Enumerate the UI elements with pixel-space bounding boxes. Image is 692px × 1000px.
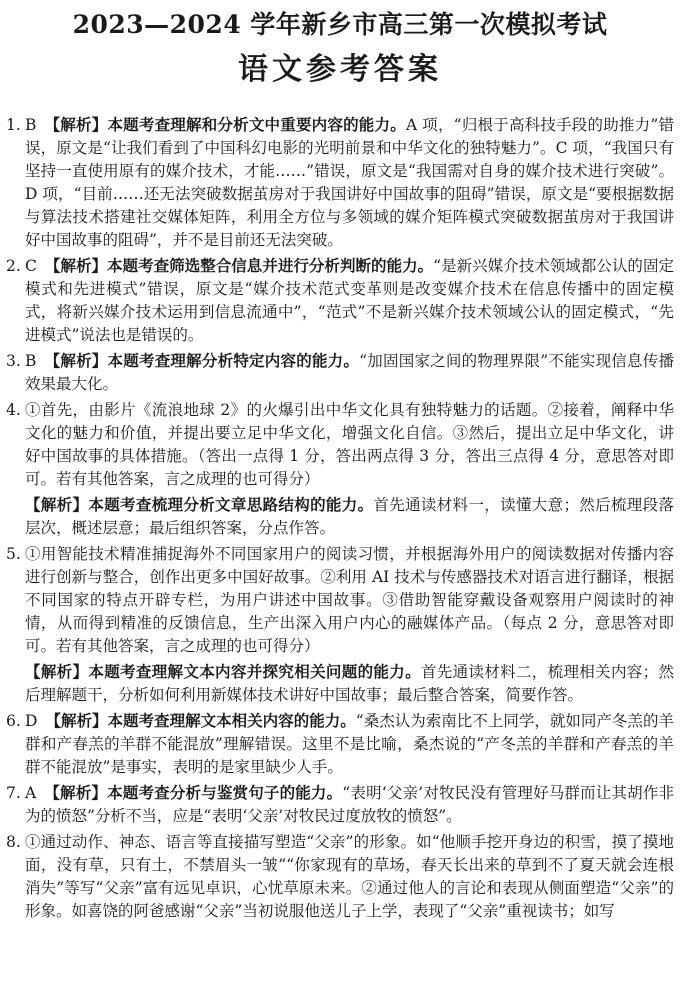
answer-text: ①首先，由影片《流浪地球 2》的火爆引出中华文化具有独特魅力的话题。②接着，阐释中华文化的魅力和价值，并提出要立足中华文化，增强文化自信。③然后，提出立足中华文化，讲好中国故事的具体措施。（答出一点得 1 分，答出两点得 3 分，答出三点得 4 分，意思答对即可。若有其他答案，言之成理的也可得分） [25, 401, 674, 488]
analysis-text: “加固国家之间的物理界限”不能实现信息传播效果最大化。 [25, 352, 674, 393]
answer-item-5 [6, 543, 674, 658]
analysis-topic: 本题考查理解文本相关内容的能力。 [107, 712, 356, 730]
analysis-text: A 项，“归根于高科技手段的助推力”错误，原文是“让我们看到了中国科幻电影的光明前景和中华文化的独特魅力”。C 项，“我国只有坚持一直使用原有的媒介技术，才能……”错误，原文是“我国需对自身的媒介技术进行突破”。D 项，“目前……还无法突破数据茧房对于我国讲好中国故事的阻碍”错误，原文是“要根据数据与算法技术搭建社交媒体矩阵，利用全方位与多领域的媒介矩阵模式突破数据茧房对于我国讲好中国故事的阻碍”，并不是目前还无法突破。 [25, 116, 674, 249]
analysis-topic: 本题考查梳理分析文章思路结构的能力。 [88, 496, 374, 514]
analysis-tag: 【解析】 [25, 663, 89, 681]
choice-answer: A [25, 784, 37, 802]
item-number: 5. [6, 545, 21, 563]
analysis-tag: 【解析】 [44, 784, 108, 802]
item-number: 4. [6, 401, 21, 419]
choice-answer: D [25, 712, 38, 730]
choice-answer: B [25, 352, 37, 370]
answer-item-6 [6, 710, 674, 779]
answer-text: ①用智能技术精准捕捉海外不同国家用户的阅读习惯，并根据海外用户的阅读数据对传播内容进行创新与整合，创作出更多中国好故事。②利用 AI 技术与传感器技术对语言进行翻译，根据不同国家的特点开辟专栏，为用户讲述中国故事。③借助智能穿戴设备观察用户阅读时的神情，从而得到精准的反馈信息，生产出深入用户内心的融媒体产品。（每点 2 分，意思答对即可。若有其他答案，言之成理的也可得分） [25, 545, 674, 655]
exam-title: 2023—2024 学年新乡市高三第一次模拟考试 [72, 10, 608, 39]
answer-item-2 [6, 255, 674, 347]
answer-item-8 [6, 831, 674, 923]
item-number: 1. [6, 116, 21, 134]
analysis-tag: 【解析】 [45, 712, 108, 730]
analysis-text: “桑杰认为索南比不上同学，就如同产冬羔的羊群和产春羔的羊群不能混放”理解错误。这里不是比喻，桑杰说的“产冬羔的羊群和产春羔的羊群不能混放”是事实，表明的是家里缺少人手。 [25, 712, 674, 776]
analysis-text: “表明‘父亲’对牧民没有管理好马群而让其胡作非为的愤怒”分析不当，应是“表明‘父亲’对牧民过度放牧的愤怒”。 [25, 784, 674, 825]
analysis-topic: 本题考查理解文本内容并探究相关问题的能力。 [88, 663, 421, 681]
analysis-tag: 【解析】 [44, 116, 108, 134]
analysis-tag: 【解析】 [25, 496, 89, 514]
item-number: 2. [6, 257, 21, 275]
analysis-text: “是新兴媒介技术领域都公认的固定模式和先进模式”错误，原文是“媒介技术范式变革则是改变媒介技术在信息传播中的固定模式，将新兴媒介技术运用到信息流通中”，“范式”不是新兴媒介技术领域公认的固定模式，“先进模式”说法也是错误的。 [25, 257, 674, 344]
document-subtitle: 语文参考答案 [238, 52, 442, 87]
answer-item-7 [6, 782, 674, 828]
analysis-topic: 本题考查筛选整合信息并进行分析判断的能力。 [107, 257, 434, 275]
item-number: 7. [6, 784, 21, 802]
answer-item-4 [6, 399, 674, 491]
answer-item-1 [6, 114, 674, 252]
item-number: 8. [6, 833, 21, 851]
answer-item-5-analysis [6, 661, 674, 707]
analysis-text: 首先通读材料一，读懂大意；然后梳理段落层次，概述层意；最后组织答案，分点作答。 [25, 496, 674, 537]
answer-list [6, 114, 674, 923]
analysis-topic: 本题考查分析与鉴赏句子的能力。 [107, 784, 343, 802]
analysis-text: 首先通读材料二，梳理相关内容；然后理解题干，分析如何利用新媒体技术讲好中国故事；最后整合答案，简要作答。 [25, 663, 674, 704]
analysis-tag: 【解析】 [44, 257, 108, 275]
item-number: 6. [6, 712, 21, 730]
choice-answer: C [25, 257, 37, 275]
analysis-tag: 【解析】 [44, 352, 108, 370]
item-number: 3. [6, 352, 21, 370]
answer-item-3 [6, 350, 674, 396]
analysis-topic: 本题考查理解分析特定内容的能力。 [107, 352, 360, 370]
analysis-topic: 本题考查理解和分析文中重要内容的能力。 [107, 116, 406, 134]
choice-answer: B [25, 116, 37, 134]
answer-item-4-analysis [6, 494, 674, 540]
answer-text: ①通过动作、神态、语言等直接描写塑造“父亲”的形象。如“他顺手挖开身边的积雪，摸了摸地面，没有草，只有土，不禁眉头一皱”“你家现有的草场，春天长出来的草到不了夏天就会连根消失”等写“父亲”富有远见卓识，心忧草原未来。②通过他人的言论和表现从侧面塑造“父亲”的形象。如喜饶的阿爸感谢“父亲”当初说服他送儿子上学，表现了“父亲”重视读书；如写 [25, 833, 674, 920]
